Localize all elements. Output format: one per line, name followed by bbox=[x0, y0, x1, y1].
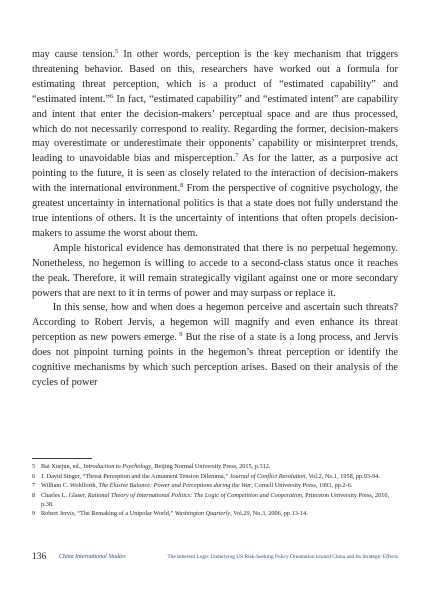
body-text bbox=[32, 48, 398, 391]
text-run: Bai Xuejun, ed., bbox=[41, 463, 84, 470]
footnote-text bbox=[41, 473, 398, 482]
footnote bbox=[32, 482, 398, 491]
text-run: Robert Jervis, “The Remaking of a Unipolar World,” bbox=[41, 510, 175, 518]
italic-title: Introduction to Psychology bbox=[83, 463, 152, 470]
footnote-text bbox=[41, 510, 398, 519]
footnote-text bbox=[41, 492, 398, 509]
footnote-text bbox=[41, 482, 398, 491]
text-run: In this sense, how and when does a hegemon perceive and ascertain such threats? According to Robert Jervis, a hegemon will magnify and even enhance its threat perception as new powers emerge. bbox=[32, 302, 398, 344]
footnote-number: 7 bbox=[32, 482, 36, 490]
footnote-ref: 7 bbox=[235, 152, 239, 160]
text-run: But the rise of a state is a long process, and Jervis does not pinpoint turning points in the hegemon’s threat perception or identify the cognitive mechanisms by which such perception arises. Based on their analysis of the cycles of power bbox=[32, 332, 399, 388]
text-run: , Beijing Normal University Press, 2015, p.312. bbox=[151, 463, 271, 470]
paragraph bbox=[32, 242, 398, 302]
paragraph bbox=[32, 301, 398, 390]
footnote bbox=[32, 463, 398, 472]
footnote-number: 6 bbox=[32, 472, 36, 480]
italic-title: Rational Theory of International Politics: The Logic of Competition and Cooperation bbox=[87, 492, 303, 500]
italic-title: The Elusive Balance: Power and Perceptions during the War bbox=[98, 482, 252, 490]
text-run: , Vol.2, No.1, 1958, pp.93-94. bbox=[305, 472, 380, 480]
page-number: 136 bbox=[32, 552, 47, 562]
footnote-ref: 9 bbox=[176, 331, 183, 339]
text-run: William C. Wohlforth, bbox=[41, 482, 99, 490]
footnotes bbox=[32, 463, 398, 520]
text-run: , Princeton University Press, 2010, p.38. bbox=[41, 492, 390, 508]
footnote bbox=[32, 473, 398, 482]
italic-title: Journal of Conflict Resolution bbox=[229, 472, 306, 480]
running-title: The Inherent Logic Underlying US Risk-Seeking Policy Orientation toward China and Its Strategic Effects bbox=[167, 554, 398, 560]
text-run: In other words, perception is the key mechanism that triggers threatening behavior. Based on this, researchers have worked out a formula for estimating threat perception, which is a product of “estimated capability” and “estimated intent.” bbox=[32, 49, 399, 105]
italic-title: Washington Quarterly bbox=[174, 510, 231, 518]
text-run: , Cornell University Press, 1993, pp.2-6. bbox=[251, 482, 353, 490]
text-run: Ample historical evidence has demonstrated that there is no perpetual hegemony. Nonetheless, no hegemon is willing to accede to a second-class status once it reaches the peak. Therefore, it will remain strategically vigilant against one or more secondary powers that are next to it in terms of power and may surpass or replace it. bbox=[32, 242, 398, 299]
footnote-text bbox=[41, 463, 398, 472]
journal-name: China International Studies bbox=[59, 554, 126, 560]
footnote-divider bbox=[32, 458, 92, 459]
text-run: As for the latter, as a purposive act pointing to the future, it is seen as closely related to the interaction of decision-makers with the international environment. bbox=[32, 153, 398, 195]
footnote-ref: 6 bbox=[110, 92, 114, 100]
footnote bbox=[32, 492, 398, 509]
footnote-number: 5 bbox=[32, 463, 36, 470]
paragraph bbox=[32, 48, 398, 242]
footnote bbox=[32, 510, 398, 519]
footnote-number: 8 bbox=[32, 492, 36, 500]
text-run: From the perspective of cognitive psychology, the greatest uncertainty in international politics is that a state does not fully understand the true intentions of others. It is the uncertainty of intentions that often propels decision-makers to assume the worst about them. bbox=[32, 183, 398, 239]
text-run: In fact, “estimated capability” and “estimated intent” are capability and intent that enter the decision-makers’ perceptual space and are thus processed, which do not necessarily correspond to reality. Regarding the former, decision-makers may overestimate or underestimate their opponents’ capability or misinterpret trends, leading to unavoidable bias and misperception. bbox=[32, 93, 398, 165]
footnote-ref: 5 bbox=[115, 48, 119, 55]
text-run: , Vol.29, No.3, 2006, pp.13-14. bbox=[230, 510, 308, 518]
text-run: J. David Singer, “Threat Perception and the Armament Tension Dilemma,” bbox=[41, 472, 230, 480]
text-run: Charles L. Glaser, bbox=[41, 492, 88, 500]
text-run: may cause tension. bbox=[32, 49, 116, 60]
page-footer bbox=[32, 552, 398, 564]
footnote-number: 9 bbox=[32, 510, 36, 518]
footnote-ref: 8 bbox=[180, 182, 184, 190]
